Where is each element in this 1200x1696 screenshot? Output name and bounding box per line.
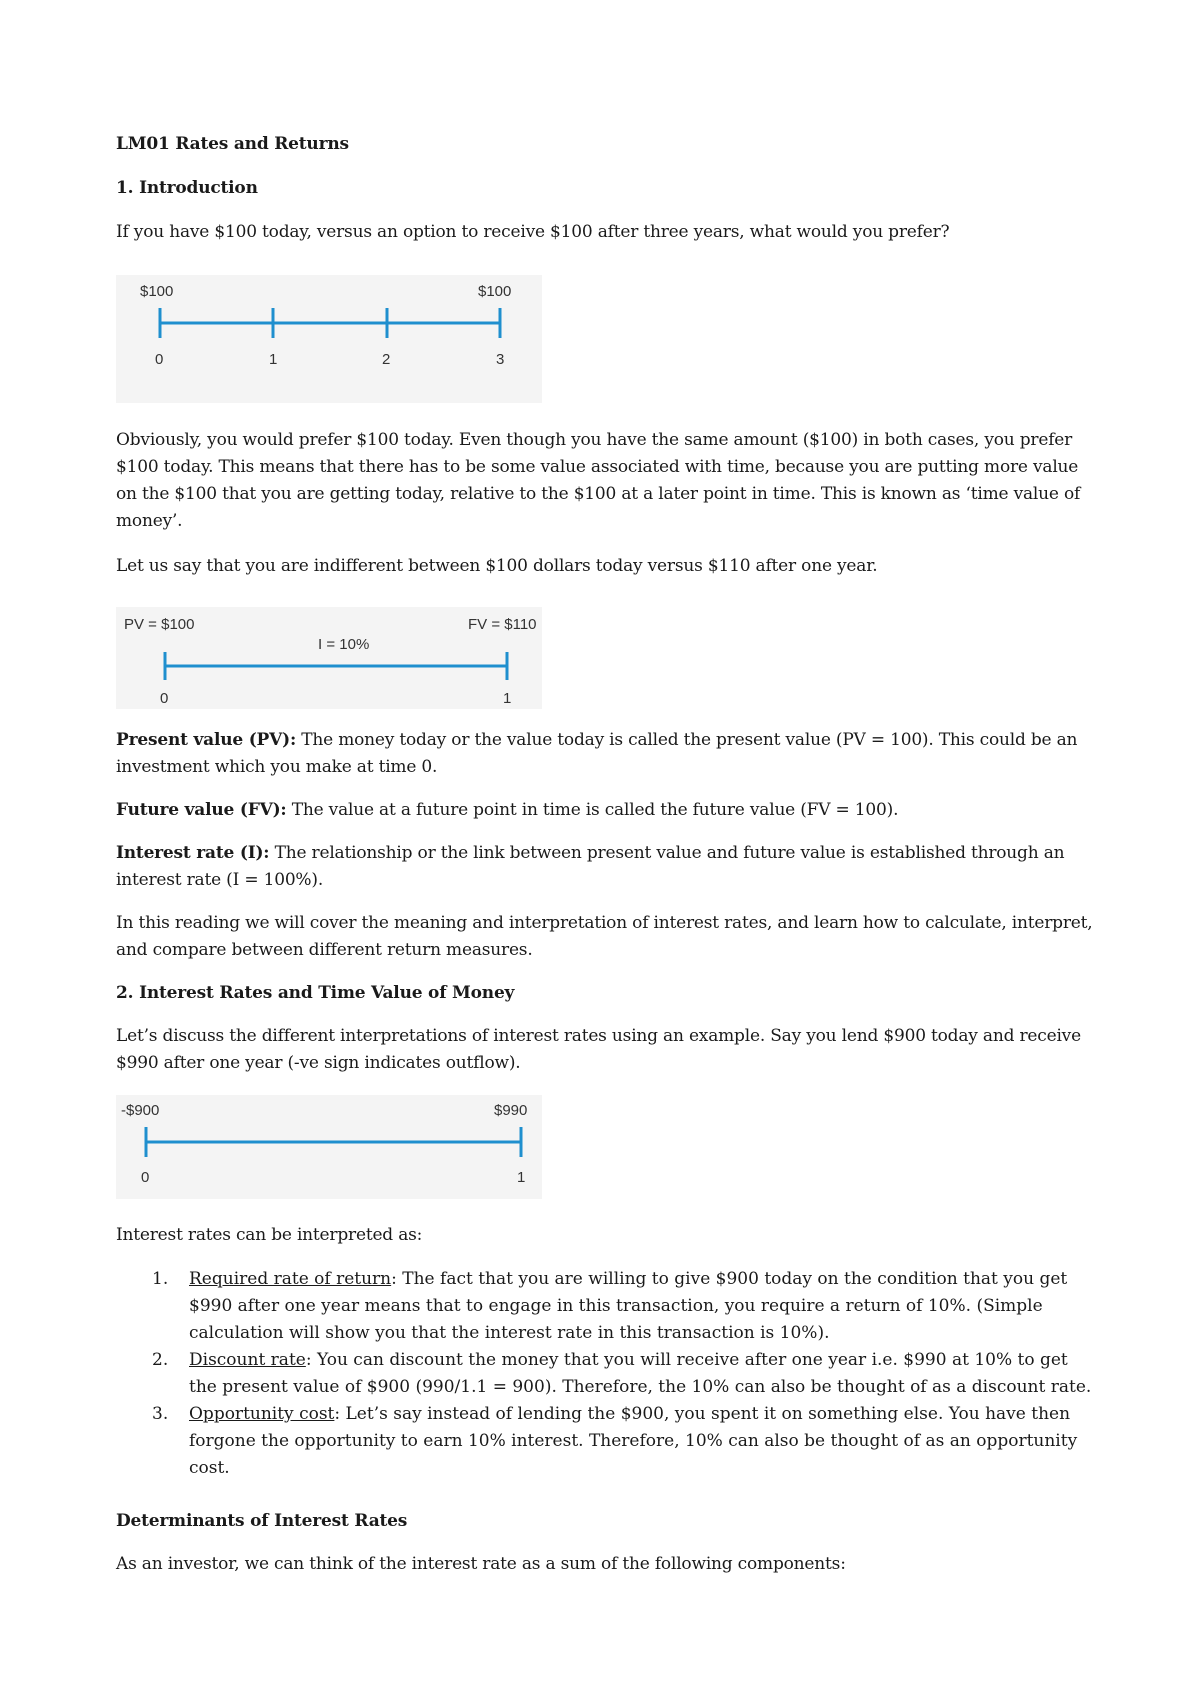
list-item-text: : Let’s say instead of lending the $900, you spent it on something else. You have then forgone the opportunity to earn 10% interest. Therefore, 10% can also be thought of as an opportunity cost. xyxy=(189,1404,1078,1478)
list-item xyxy=(116,1401,1096,1482)
definition-fv-text: The value at a future point in time is called the future value (FV = 100). xyxy=(286,800,899,820)
timeline2-tick-label-1: 1 xyxy=(503,690,512,707)
para-reading: In this reading we will cover the meaning and interpretation of interest rates, and learn how to calculate, interpret, and compare between different return measures. xyxy=(116,913,1093,960)
timeline2-tick-label-0: 0 xyxy=(160,690,169,707)
list-item xyxy=(116,1266,1096,1347)
list-item-term: Opportunity cost xyxy=(189,1404,335,1424)
list-item-text: : The fact that you are willing to give $900 today on the condition that you get $990 after one year means that to engage in this transaction, you require a return of 10%. (Simple calculation will show you that the interest rate in this transaction is 10%). xyxy=(189,1269,1068,1343)
definition-fv xyxy=(116,797,1096,824)
definition-ir-text: The relationship or the link between present value and future value is established through an interest rate (I = 100%). xyxy=(116,843,1065,890)
timeline2-fv-label: FV = $110 xyxy=(468,616,537,633)
definition-pv-text: The money today or the value today is called the present value (PV = 100). This could be an investment which you make at time 0. xyxy=(116,730,1078,777)
timeline1-tick-label-0: 0 xyxy=(155,351,164,368)
timeline1-left-amount: $100 xyxy=(140,283,174,300)
definition-fv-term: Future value (FV): xyxy=(116,800,287,820)
interpretation-list xyxy=(116,1266,1096,1482)
timeline1-tick-label-3: 3 xyxy=(496,351,505,368)
list-item-number: 3. xyxy=(152,1404,169,1424)
timeline3-left-amount: -$900 xyxy=(121,1102,160,1119)
definition-pv xyxy=(116,727,1096,781)
section-1-heading: 1. Introduction xyxy=(116,178,258,198)
interpreted-as: Interest rates can be interpreted as: xyxy=(116,1225,423,1245)
definition-interest-rate xyxy=(116,840,1096,894)
timeline2-pv-label: PV = $100 xyxy=(124,616,195,633)
list-item xyxy=(116,1347,1096,1401)
para-indifferent: Let us say that you are indifferent between $100 dollars today versus $110 after one year. xyxy=(116,556,878,576)
determinants-heading: Determinants of Interest Rates xyxy=(116,1511,408,1531)
list-item-text: : You can discount the money that you will receive after one year i.e. $990 at 10% to get the present value of $900 (990/1.1 = 900). Therefore, the 10% can also be thought of as a discount rate. xyxy=(189,1350,1092,1397)
determinants-intro: As an investor, we can think of the interest rate as a sum of the following components: xyxy=(116,1554,846,1574)
para-obviously: Obviously, you would prefer $100 today. Even though you have the same amount ($100) in both cases, you prefer $100 today. This means that there has to be some value associated with time, because you are putting more value on the $100 that you are getting today, relative to the $100 at a later point in time. This is known as ‘time value of money’. xyxy=(116,430,1081,531)
timeline-diagram-2 xyxy=(116,607,542,709)
timeline1-right-amount: $100 xyxy=(478,283,512,300)
timeline3-right-amount: $990 xyxy=(494,1102,528,1119)
timeline3-tick-label-1: 1 xyxy=(517,1169,526,1186)
timeline1-tick-label-2: 2 xyxy=(382,351,391,368)
list-item-number: 1. xyxy=(152,1269,169,1289)
intro-question: If you have $100 today, versus an option to receive $100 after three years, what would you prefer? xyxy=(116,222,950,242)
list-item-term: Discount rate xyxy=(189,1350,306,1370)
timeline1-tick-label-1: 1 xyxy=(269,351,278,368)
section-2-heading: 2. Interest Rates and Time Value of Money xyxy=(116,983,515,1003)
timeline-diagram-1 xyxy=(116,275,542,403)
list-item-term: Required rate of return xyxy=(189,1269,392,1289)
timeline3-tick-label-0: 0 xyxy=(141,1169,150,1186)
timeline-diagram-3 xyxy=(116,1095,542,1199)
timeline2-rate-label: I = 10% xyxy=(318,636,370,653)
section-2-intro: Let’s discuss the different interpretations of interest rates using an example. Say you lend $900 today and receive $990 after one year (-ve sign indicates outflow). xyxy=(116,1026,1081,1073)
document-title: LM01 Rates and Returns xyxy=(116,134,349,154)
definition-pv-term: Present value (PV): xyxy=(116,730,297,750)
list-item-number: 2. xyxy=(152,1350,169,1370)
definition-ir-term: Interest rate (I): xyxy=(116,843,270,863)
